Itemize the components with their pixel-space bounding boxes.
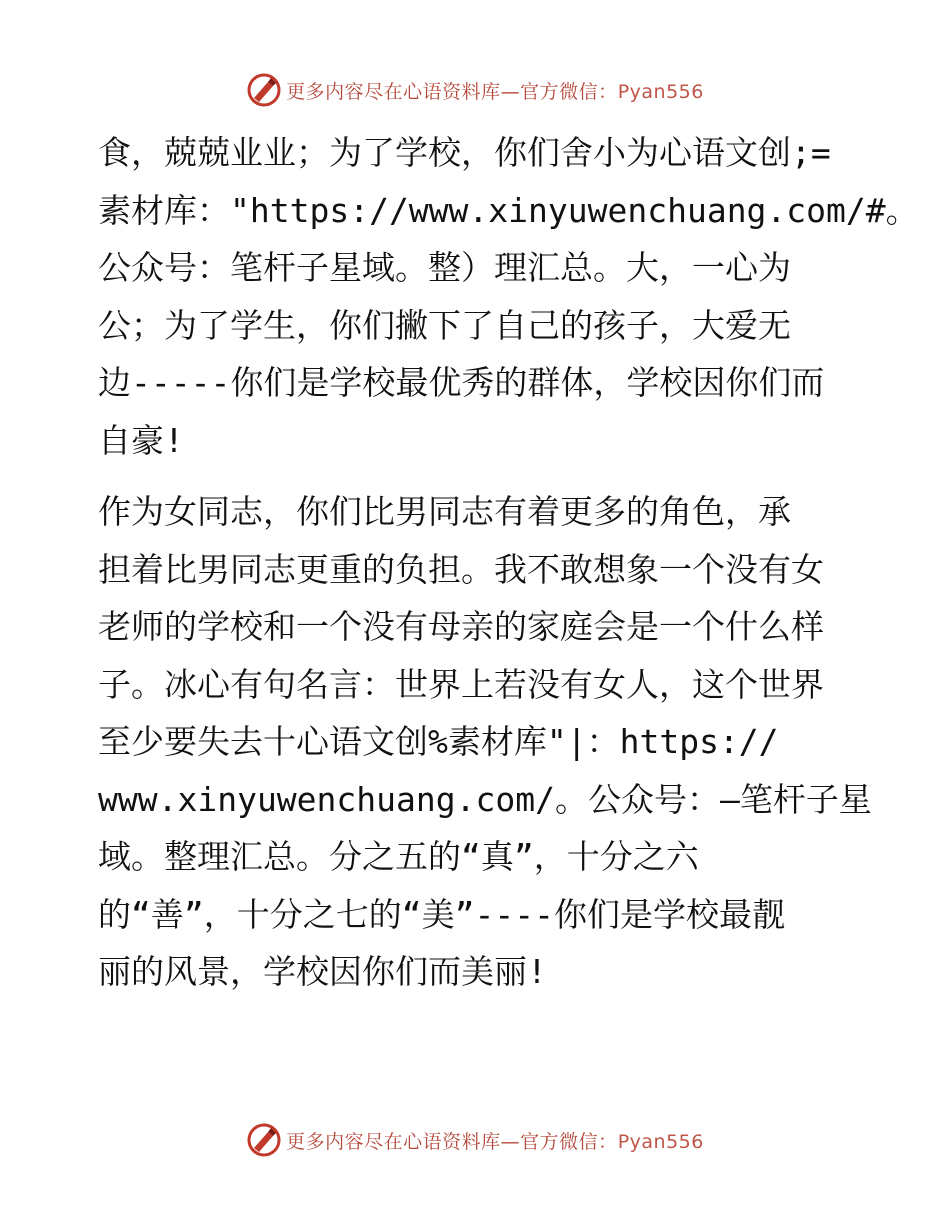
paragraph-1 [98, 124, 919, 469]
text-line: 边-----你们是学校最优秀的群体，学校因你们而 [98, 363, 825, 402]
header-wechat-label: 官方微信： [520, 80, 618, 103]
text-line: 素材库："https://www.xinyuwenchuang.com/#。 [98, 190, 919, 230]
text-line: 老师的学校和一个没有母亲的家庭会是一个什么样 [98, 607, 824, 646]
header-watermark-title: 更多内容尽在心语资料库 [286, 80, 501, 103]
text-line: www.xinyuwenchuang.com/。公众号：—笔杆子星 [98, 779, 872, 819]
footer-wechat-id: Pyan556 [617, 1130, 704, 1153]
header-watermark-text [286, 77, 704, 104]
document-body [98, 124, 919, 1001]
text-line: 担着比男同志更重的负担。我不敢想象一个没有女 [98, 549, 824, 589]
text-line: 作为女同志，你们比男同志有着更多的角色，承 [98, 492, 791, 531]
footer-watermark [0, 1120, 950, 1160]
text-line: 的“善”，十分之七的“美”----你们是学校最靓 [98, 894, 785, 934]
pen-logo-icon [246, 72, 282, 108]
pen-logo-icon [246, 1122, 282, 1158]
header-watermark [0, 70, 950, 110]
text-line: 丽的风景，学校因你们而美丽! [98, 952, 547, 991]
footer-wechat-label: 官方微信： [520, 1130, 618, 1153]
footer-watermark-title: 更多内容尽在心语资料库 [286, 1130, 501, 1153]
text-line: 公；为了学生，你们撇下了自己的孩子，大爱无 [98, 305, 791, 345]
text-line: 域。整理汇总。分之五的“真”，十分之六 [98, 837, 699, 876]
header-wechat-id: Pyan556 [617, 80, 704, 103]
header-separator: — [500, 80, 521, 103]
text-line: 自豪! [98, 420, 184, 460]
text-line: 至少要失去十心语文创%素材库"|：https:// [98, 722, 779, 761]
footer-separator: — [500, 1130, 521, 1153]
text-line: 公众号：笔杆子星域。整）理汇总。大，一心为 [98, 248, 791, 287]
paragraph-gap [98, 469, 858, 483]
text-line: 食，兢兢业业；为了学校，你们舍小为心语文创;= [98, 133, 831, 172]
footer-watermark-text [286, 1127, 704, 1154]
text-line: 子。冰心有句名言：世界上若没有女人，这个世界 [98, 664, 824, 704]
paragraph-2 [98, 483, 872, 1001]
